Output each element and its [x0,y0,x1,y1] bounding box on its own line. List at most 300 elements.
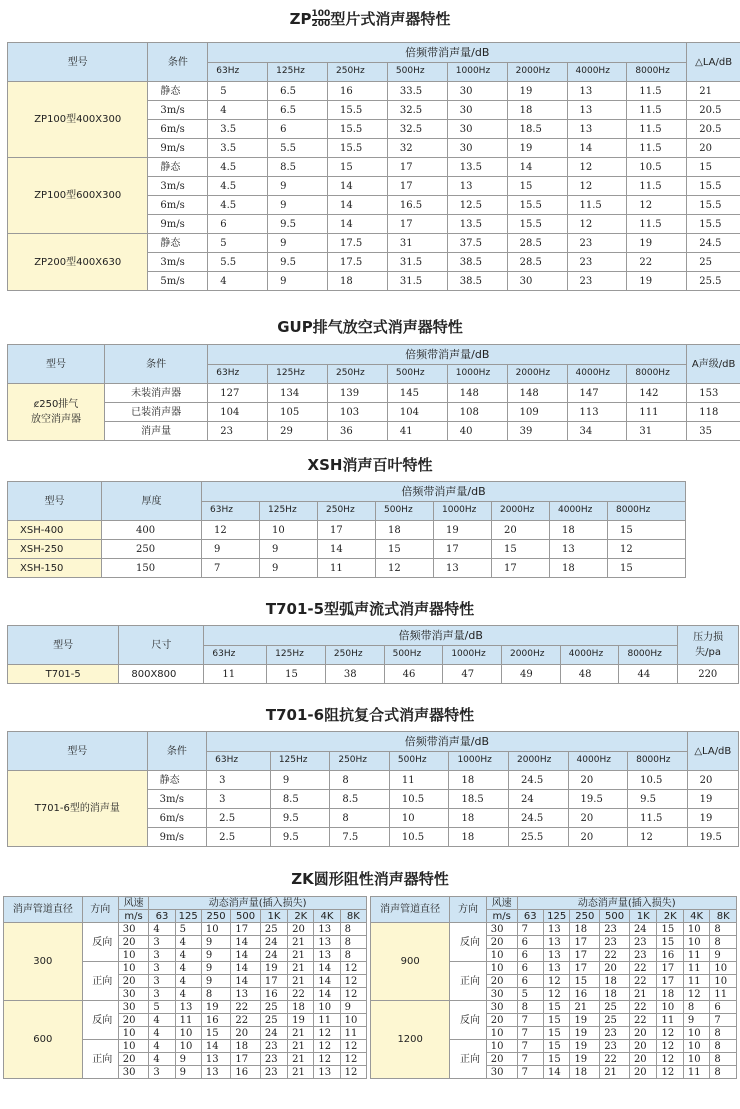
condition-cell: 未装消声器 [105,384,208,403]
value-cell: 30 [118,988,149,1001]
value-cell: 20 [629,1066,657,1079]
value-cell: 148 [507,384,567,403]
value-cell: 7 [202,559,260,578]
freq-header: 4000Hz [567,364,627,384]
value-cell: 20 [486,975,517,988]
value-cell: 13 [434,559,492,578]
table-row [8,422,740,441]
value-cell: 12 [627,196,687,215]
value-cell: 10 [657,1001,683,1014]
value-cell: 5 [208,82,268,101]
value-cell: 9 [175,1053,201,1066]
value-cell: 10 [710,962,737,975]
thickness-cell: 150 [102,559,202,578]
value-cell: 22 [288,988,314,1001]
value-cell: 9 [268,177,328,196]
value-cell: 20 [687,771,738,790]
value-cell: 15 [687,158,740,177]
value-cell: 6.5 [268,101,328,120]
direction-cell: 反向 [450,923,486,962]
value-cell: 13 [550,540,608,559]
value-cell: 30 [486,1001,517,1014]
value-cell: 30 [486,988,517,1001]
table-row [4,923,367,936]
freq-header: 125Hz [267,645,326,665]
value-cell: 22 [600,949,630,962]
value-cell: 4 [208,101,268,120]
value-cell: 4.5 [208,158,268,177]
value-cell: 17 [260,975,287,988]
value-cell: 18 [600,988,630,1001]
freq-header: 4000Hz [560,645,619,665]
header-dynamic: 动态消声量(插入损失) [517,897,736,910]
value-cell: 12.5 [447,196,507,215]
value-cell: 7 [517,1053,543,1066]
value-cell: 18 [449,828,509,847]
value-cell: 15 [328,158,388,177]
value-cell: 104 [208,403,268,422]
value-cell: 11 [710,988,737,1001]
value-cell: 11.5 [627,120,687,139]
band-header: 500 [600,910,630,923]
value-cell: 7 [517,923,543,936]
value-cell: 25 [600,1001,630,1014]
value-cell: 12 [628,828,688,847]
value-cell: 22 [231,1001,261,1014]
value-cell: 8 [517,1001,543,1014]
value-cell: 15 [492,540,550,559]
value-cell: 12 [340,1040,366,1053]
value-cell: 14 [201,1040,231,1053]
value-cell: 18 [328,272,388,291]
header-condition: 条件 [148,43,208,82]
value-cell: 147 [567,384,627,403]
value-cell: 9.5 [628,790,688,809]
value-cell: 4 [175,936,201,949]
value-cell: 13 [314,936,340,949]
value-cell: 18 [657,988,683,1001]
value-cell: 15.5 [507,196,567,215]
value-cell: 3 [207,771,271,790]
value-cell: 23 [567,272,627,291]
value-cell: 10 [118,1040,149,1053]
value-cell: 10 [118,1027,149,1040]
value-cell: 10 [486,949,517,962]
freq-header: 8000Hz [627,62,687,82]
gup-table [7,344,740,441]
value-cell: 19 [201,1001,231,1014]
freq-header: 8000Hz [628,751,688,771]
value-cell: 15 [376,540,434,559]
freq-header: 8000Hz [627,364,687,384]
value-cell: 22 [231,1014,261,1027]
header-row [4,897,367,910]
value-cell: 108 [447,403,507,422]
value-cell: 23 [567,253,627,272]
value-cell: 4 [149,923,175,936]
direction-cell: 反向 [82,923,118,962]
value-cell: 11.5 [627,82,687,101]
value-cell: 9 [268,196,328,215]
value-cell: 9 [260,540,318,559]
value-cell: 12 [314,1053,340,1066]
value-cell: 16 [570,988,600,1001]
value-cell: 39 [507,422,567,441]
condition-cell: 静态 [148,158,208,177]
value-cell: 11 [340,1027,366,1040]
value-cell: 23 [260,1040,287,1053]
value-cell: 15 [544,1053,570,1066]
value-cell: 10 [486,962,517,975]
value-cell: 13 [544,923,570,936]
value-cell: 14 [231,949,261,962]
freq-header: 4000Hz [567,62,627,82]
table-row [8,384,740,403]
value-cell: 4 [175,975,201,988]
header-band: 倍频带消声量/dB [207,732,687,752]
value-cell: 15 [507,177,567,196]
value-cell: 30 [118,1001,149,1014]
header-model: 型号 [8,732,148,771]
band-header: 4K [683,910,709,923]
table1-title: ZP $\frac{100}{200}$ 型片式消声器特性 [289,9,451,29]
value-cell: 12 [340,988,366,1001]
value-cell: 10 [175,1040,201,1053]
value-cell: 20 [486,936,517,949]
header-model: 型号 [8,482,102,521]
value-cell: 14 [231,962,261,975]
value-cell: 17 [657,962,683,975]
value-cell: 9 [201,949,231,962]
value-cell: 19 [687,790,738,809]
condition-cell: 已装消声器 [105,403,208,422]
value-cell: 18 [449,771,509,790]
value-cell: 3 [149,975,175,988]
value-cell: 19 [627,272,687,291]
band-header: 2K [657,910,683,923]
value-cell: 17 [657,975,683,988]
header-band: 倍频带消声量/dB [208,43,687,63]
table-row [8,771,739,790]
value-cell: 11.5 [627,177,687,196]
condition-cell: 3m/s [147,790,207,809]
value-cell: 8 [710,1027,737,1040]
model-line: ȼ250排气 [33,399,79,410]
value-cell: 23 [260,1053,287,1066]
table3-title: XSH消声百叶特性 [307,456,433,474]
value-cell: 10 [710,975,737,988]
condition-cell: 6m/s [148,196,208,215]
value-cell: 11 [175,1014,201,1027]
value-cell: 6 [517,975,543,988]
value-cell: 9 [201,962,231,975]
band-header: 250 [201,910,231,923]
table-row [8,559,686,578]
value-cell: 17 [387,215,447,234]
table-row [8,403,740,422]
value-cell: 8 [710,1040,737,1053]
value-cell: 15 [608,559,686,578]
value-cell: 23 [600,923,630,936]
value-cell: 14 [567,139,627,158]
value-cell: 15 [657,936,683,949]
value-cell: 11.5 [567,196,627,215]
value-cell: 15.5 [328,101,388,120]
value-cell: 14 [314,962,340,975]
value-cell: 21 [687,82,740,101]
value-cell: 10 [340,1014,366,1027]
value-cell: 10 [683,923,709,936]
value-cell: 31 [627,422,687,441]
value-cell: 6 [208,215,268,234]
value-cell: 47 [443,665,502,684]
value-cell: 7 [517,1014,543,1027]
value-cell: 20 [231,1027,261,1040]
value-cell: 6 [710,1001,737,1014]
model-cell: XSH-150 [8,559,102,578]
value-cell: 30 [507,272,567,291]
value-cell: 5 [149,1001,175,1014]
band-header: 1K [629,910,657,923]
header-direction: 方向 [82,897,118,923]
value-cell: 14 [328,196,388,215]
condition-cell: 6m/s [147,809,207,828]
value-cell: 31 [387,234,447,253]
value-cell: 9 [268,272,328,291]
value-cell: 10.5 [628,771,688,790]
value-cell: 18 [600,975,630,988]
value-cell: 4 [149,1014,175,1027]
value-cell: 18.5 [507,120,567,139]
freq-header: 63Hz [208,364,268,384]
value-cell: 30 [486,923,517,936]
value-cell: 19 [507,82,567,101]
value-cell: 21 [600,1066,630,1079]
freq-header: 500Hz [387,364,447,384]
value-cell: 31.5 [387,253,447,272]
value-cell: 19 [570,1014,600,1027]
table6-title: ZK圆形阻性消声器特性 [291,870,449,888]
value-cell: 17 [570,962,600,975]
value-cell: 8 [710,923,737,936]
value-cell: 20 [486,1014,517,1027]
value-cell: 9 [340,1001,366,1014]
header-model: 型号 [8,43,148,82]
value-cell: 24.5 [687,234,740,253]
condition-cell: 5m/s [148,272,208,291]
value-cell: 12 [376,559,434,578]
value-cell: 13 [231,988,261,1001]
value-cell: 20 [568,809,628,828]
value-cell: 10 [683,1053,709,1066]
value-cell: 5 [517,988,543,1001]
value-cell: 33.5 [387,82,447,101]
table-row [8,234,740,253]
value-cell: 16.5 [387,196,447,215]
model-cell: T701-5 [8,665,119,684]
header-delta: △LA/dB [687,43,740,82]
model-cell: T701-6型的消声量 [8,771,148,847]
value-cell: 21 [288,949,314,962]
value-cell: 36 [328,422,388,441]
value-cell: 11 [204,665,267,684]
value-cell: 16 [231,1066,261,1079]
header-band: 倍频带消声量/dB [204,626,678,646]
value-cell: 15 [544,1027,570,1040]
freq-header: 500Hz [389,751,449,771]
freq-header: 63Hz [202,501,260,521]
value-cell: 148 [447,384,507,403]
value-cell: 21 [288,1053,314,1066]
value-cell: 3 [149,936,175,949]
value-cell: 41 [387,422,447,441]
value-cell: 13.5 [447,215,507,234]
value-cell: 3 [149,988,175,1001]
value-cell: 11 [389,771,449,790]
zk-table-left [3,896,367,1079]
value-cell: 12 [544,988,570,1001]
freq-header: 250Hz [318,501,376,521]
value-cell: 22 [629,962,657,975]
value-cell: 4 [149,1053,175,1066]
value-cell: 20 [118,975,149,988]
value-cell: 21 [288,962,314,975]
value-cell: 12 [314,1027,340,1040]
value-cell: 10 [260,521,318,540]
band-header: 2K [288,910,314,923]
freq-header: 500Hz [387,62,447,82]
table-row [8,82,740,101]
value-cell: 20 [118,1014,149,1027]
value-cell: 8 [201,988,231,1001]
value-cell: 4 [149,1040,175,1053]
value-cell: 13 [544,936,570,949]
band-header: 8K [710,910,737,923]
value-cell: 30 [486,1066,517,1079]
diameter-cell: 300 [4,923,83,1001]
value-cell: 25 [600,1014,630,1027]
value-cell: 11 [683,975,709,988]
value-cell: 19 [570,1040,600,1053]
value-cell: 8 [340,923,366,936]
value-cell: 30 [118,923,149,936]
value-cell: 21 [629,988,657,1001]
value-cell: 18 [570,923,600,936]
freq-header: 500Hz [376,501,434,521]
value-cell: 17 [318,521,376,540]
value-cell: 10 [118,962,149,975]
value-cell: 11 [683,962,709,975]
value-cell: 139 [328,384,388,403]
model-line: 放空消声器 [31,414,82,425]
band-header: 250 [570,910,600,923]
value-cell: 20 [486,1053,517,1066]
value-cell: 5.5 [208,253,268,272]
value-cell: 12 [314,1040,340,1053]
value-cell: 23 [600,1027,630,1040]
value-cell: 14 [544,1066,570,1079]
value-cell: 15 [608,521,686,540]
value-cell: 9.5 [268,253,328,272]
value-cell: 21 [570,1001,600,1014]
header-row [371,897,737,910]
value-cell: 15 [544,1040,570,1053]
direction-cell: 反向 [82,1001,118,1040]
value-cell: 18 [376,521,434,540]
value-cell: 10.5 [389,828,449,847]
direction-cell: 正向 [82,962,118,1001]
freq-header: 4000Hz [550,501,608,521]
value-cell: 9 [202,540,260,559]
size-cell: 800X800 [119,665,204,684]
freq-header: 125Hz [268,62,328,82]
freq-header: 125Hz [260,501,318,521]
diameter-cell: 1200 [371,1001,450,1079]
value-cell: 10 [683,1027,709,1040]
value-cell: 23 [600,1040,630,1053]
value-cell: 6 [268,120,328,139]
value-cell: 17.5 [328,253,388,272]
value-cell: 25.5 [687,272,740,291]
value-cell: 24 [629,923,657,936]
value-cell: 13 [314,949,340,962]
value-cell: 16 [657,949,683,962]
header-thickness: 厚度 [102,482,202,521]
value-cell: 3.5 [208,139,268,158]
value-cell: 11.5 [627,101,687,120]
header-dynamic: 动态消声量(插入损失) [149,897,367,910]
value-cell: 14 [314,988,340,1001]
value-cell: 12 [683,988,709,1001]
value-cell: 9 [175,1066,201,1079]
freq-header: 250Hz [325,645,384,665]
value-cell: 14 [231,936,261,949]
value-cell: 11.5 [627,215,687,234]
value-cell: 35 [687,422,740,441]
value-cell: 23 [260,1066,287,1079]
freq-header: 8000Hz [619,645,678,665]
value-cell: 20 [629,1027,657,1040]
value-cell: 15.5 [687,177,740,196]
value-cell: 30 [118,1066,149,1079]
value-cell: 17 [570,936,600,949]
condition-cell: 消声量 [105,422,208,441]
value-cell: 15 [657,923,683,936]
value-cell: 7 [517,1040,543,1053]
value-cell: 22 [629,1001,657,1014]
value-cell: 17.5 [328,234,388,253]
value-cell: 12 [567,215,627,234]
value-cell: 9 [260,559,318,578]
value-cell: 12 [657,1027,683,1040]
freq-header: 1000Hz [447,364,507,384]
value-cell: 25.5 [509,828,569,847]
value-cell: 31.5 [387,272,447,291]
value-cell: 21 [288,1040,314,1053]
header-diameter: 消声管道直径 [371,897,450,923]
value-cell: 18.5 [449,790,509,809]
value-cell: 8.5 [330,790,390,809]
value-cell: 14 [328,177,388,196]
value-cell: 12 [340,1066,366,1079]
value-cell: 23 [629,949,657,962]
value-cell: 15 [544,1001,570,1014]
value-cell: 13.5 [447,158,507,177]
value-cell: 19 [434,521,492,540]
value-cell: 22 [629,975,657,988]
value-cell: 10 [118,949,149,962]
value-cell: 12 [567,177,627,196]
